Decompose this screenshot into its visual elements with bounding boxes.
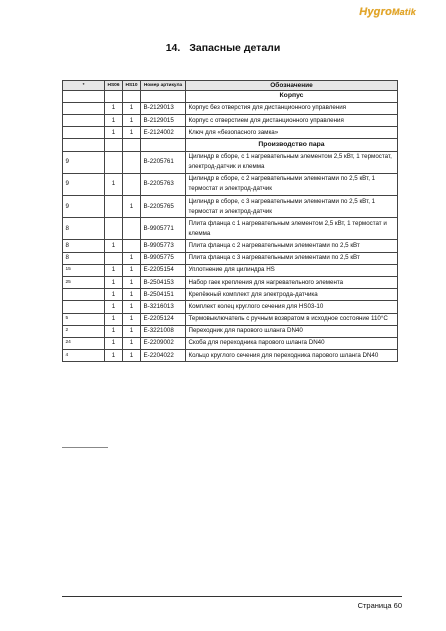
- footer-divider: [62, 596, 402, 597]
- table-row: [63, 151, 398, 173]
- hs06-qty-cell: 1: [105, 289, 123, 301]
- hs10-qty-cell: 1: [123, 350, 141, 362]
- position-cell: 5: [63, 313, 105, 325]
- hs10-qty-cell: [123, 240, 141, 252]
- header-hs10: HS10: [123, 81, 141, 91]
- article-number-cell: B-3216013: [141, 301, 186, 313]
- hs06-qty-cell: 1: [105, 127, 123, 139]
- hs06-qty-cell: 1: [105, 313, 123, 325]
- position-cell: [63, 115, 105, 127]
- section-row: [63, 90, 398, 102]
- description-cell: Плита фланца с 1 нагревательным элементом 2,5 кВт, 1 термостат и клемма: [186, 218, 398, 240]
- position-cell: 8: [63, 240, 105, 252]
- description-cell: Уплотнение для цилиндра HS: [186, 264, 398, 276]
- hs06-qty-cell: 1: [105, 173, 123, 195]
- empty-cell: [123, 90, 141, 102]
- position-cell: [63, 301, 105, 313]
- description-cell: Комплект колец круглого сечения для HS03-10: [186, 301, 398, 313]
- table-row: [63, 102, 398, 114]
- section-row: [63, 139, 398, 151]
- header-description: Обозначение: [186, 81, 398, 91]
- description-cell: Набор гаек крепления для нагревательного элемента: [186, 276, 398, 288]
- article-number-cell: B-9905771: [141, 218, 186, 240]
- hs10-qty-cell: 1: [123, 127, 141, 139]
- description-cell: Ключ для «безопасного замка»: [186, 127, 398, 139]
- article-number-cell: B-2205765: [141, 196, 186, 218]
- position-cell: 9: [63, 196, 105, 218]
- position-cell: 25: [63, 276, 105, 288]
- hs06-qty-cell: 1: [105, 264, 123, 276]
- article-number-cell: B-2129013: [141, 102, 186, 114]
- table-row: [63, 289, 398, 301]
- description-cell: Цилиндр в сборе, с 1 нагревательным элементом 2,5 кВт, 1 термостат, электрод-датчик и клемма: [186, 151, 398, 173]
- table-row: [63, 240, 398, 252]
- description-cell: Цилиндр в сборе, с 3 нагревательными элементами по 2,5 кВт, 1 термостат и электрод-датчик: [186, 196, 398, 218]
- hs06-qty-cell: 1: [105, 240, 123, 252]
- section-heading: Производство пара: [186, 139, 398, 151]
- hs10-qty-cell: [123, 218, 141, 240]
- hygromatik-logo: [359, 6, 416, 18]
- description-cell: Переходник для парового шланга DN40: [186, 325, 398, 337]
- hs10-qty-cell: [123, 173, 141, 195]
- article-number-cell: B-2504153: [141, 276, 186, 288]
- table-body: [63, 90, 398, 362]
- hs06-qty-cell: 1: [105, 276, 123, 288]
- hs10-qty-cell: 1: [123, 276, 141, 288]
- position-cell: [63, 127, 105, 139]
- hs06-qty-cell: [105, 252, 123, 264]
- table-row: [63, 276, 398, 288]
- hs06-qty-cell: [105, 151, 123, 173]
- hs06-qty-cell: 1: [105, 102, 123, 114]
- spare-parts-table: [62, 80, 398, 362]
- position-cell: 4: [63, 350, 105, 362]
- empty-cell: [123, 139, 141, 151]
- hs10-qty-cell: 1: [123, 196, 141, 218]
- article-number-cell: E-2205124: [141, 313, 186, 325]
- hs10-qty-cell: 1: [123, 289, 141, 301]
- hs06-qty-cell: 1: [105, 325, 123, 337]
- hs06-qty-cell: [105, 196, 123, 218]
- position-cell: 24: [63, 337, 105, 349]
- position-cell: 2: [63, 325, 105, 337]
- article-number-cell: B-2504151: [141, 289, 186, 301]
- article-number-cell: E-2204022: [141, 350, 186, 362]
- table-row: [63, 218, 398, 240]
- hs06-qty-cell: 1: [105, 115, 123, 127]
- hs10-qty-cell: 1: [123, 115, 141, 127]
- logo-part-2: Matik: [391, 7, 416, 17]
- position-cell: 8: [63, 252, 105, 264]
- position-cell: [63, 289, 105, 301]
- table-tail: [62, 447, 108, 450]
- description-cell: Скоба для переходника парового шланга DN40: [186, 337, 398, 349]
- article-number-cell: B-9905773: [141, 240, 186, 252]
- header-hs06: HS06: [105, 81, 123, 91]
- article-number-cell: B-9905775: [141, 252, 186, 264]
- section-number: 14.: [165, 42, 181, 54]
- table-row: [63, 115, 398, 127]
- hs10-qty-cell: 1: [123, 337, 141, 349]
- empty-cell: [105, 90, 123, 102]
- position-cell: 8: [63, 218, 105, 240]
- header-star: *: [63, 81, 105, 91]
- hs10-qty-cell: 1: [123, 264, 141, 276]
- empty-cell: [63, 139, 105, 151]
- empty-cell: [141, 139, 186, 151]
- empty-cell: [105, 139, 123, 151]
- hs06-qty-cell: 1: [105, 337, 123, 349]
- description-cell: Плита фланца с 3 нагревательными элементами по 2,5 кВт: [186, 252, 398, 264]
- hs10-qty-cell: 1: [123, 102, 141, 114]
- description-cell: Крепёжный комплект для электрода-датчика: [186, 289, 398, 301]
- header-article: Номер артикула: [141, 81, 186, 91]
- hs10-qty-cell: [123, 151, 141, 173]
- section-title: [0, 42, 446, 54]
- table-row: [63, 196, 398, 218]
- hs06-qty-cell: [105, 218, 123, 240]
- article-number-cell: E-3221008: [141, 325, 186, 337]
- table-row: [63, 252, 398, 264]
- logo-part-1: Hygro: [359, 6, 392, 18]
- article-number-cell: E-2124002: [141, 127, 186, 139]
- table-row: [63, 264, 398, 276]
- empty-cell: [141, 90, 186, 102]
- table-row: [63, 313, 398, 325]
- empty-cell: [63, 90, 105, 102]
- description-cell: Корпус без отверстия для дистанционного управления: [186, 102, 398, 114]
- hs06-qty-cell: 1: [105, 301, 123, 313]
- article-number-cell: B-2205761: [141, 151, 186, 173]
- description-cell: Термовыключатель с ручным возвратом в исходное состояние 110°C: [186, 313, 398, 325]
- table-row: [63, 350, 398, 362]
- description-cell: Плита фланца с 2 нагревательными элементами по 2,5 кВт: [186, 240, 398, 252]
- page-number: Страница 60: [357, 601, 402, 610]
- table-header-row: [63, 81, 398, 91]
- hs10-qty-cell: 1: [123, 252, 141, 264]
- article-number-cell: B-2205763: [141, 173, 186, 195]
- hs10-qty-cell: 1: [123, 313, 141, 325]
- section-title-text: Запасные детали: [189, 42, 281, 54]
- article-number-cell: E-2205154: [141, 264, 186, 276]
- description-cell: Цилиндр в сборе, с 2 нагревательными элементами по 2,5 кВт, 1 термостат и электрод-датчик: [186, 173, 398, 195]
- table-row: [63, 337, 398, 349]
- position-cell: [63, 102, 105, 114]
- table-row: [63, 127, 398, 139]
- position-cell: 9: [63, 173, 105, 195]
- table-row: [63, 173, 398, 195]
- table-row: [63, 301, 398, 313]
- article-number-cell: E-2209002: [141, 337, 186, 349]
- hs06-qty-cell: 1: [105, 350, 123, 362]
- table-row: [63, 325, 398, 337]
- position-cell: 9: [63, 151, 105, 173]
- position-cell: 15: [63, 264, 105, 276]
- description-cell: Кольцо круглого сечения для переходника парового шланга DN40: [186, 350, 398, 362]
- section-heading: Корпус: [186, 90, 398, 102]
- article-number-cell: B-2129015: [141, 115, 186, 127]
- description-cell: Корпус с отверстием для дистанционного управления: [186, 115, 398, 127]
- hs10-qty-cell: 1: [123, 301, 141, 313]
- hs10-qty-cell: 1: [123, 325, 141, 337]
